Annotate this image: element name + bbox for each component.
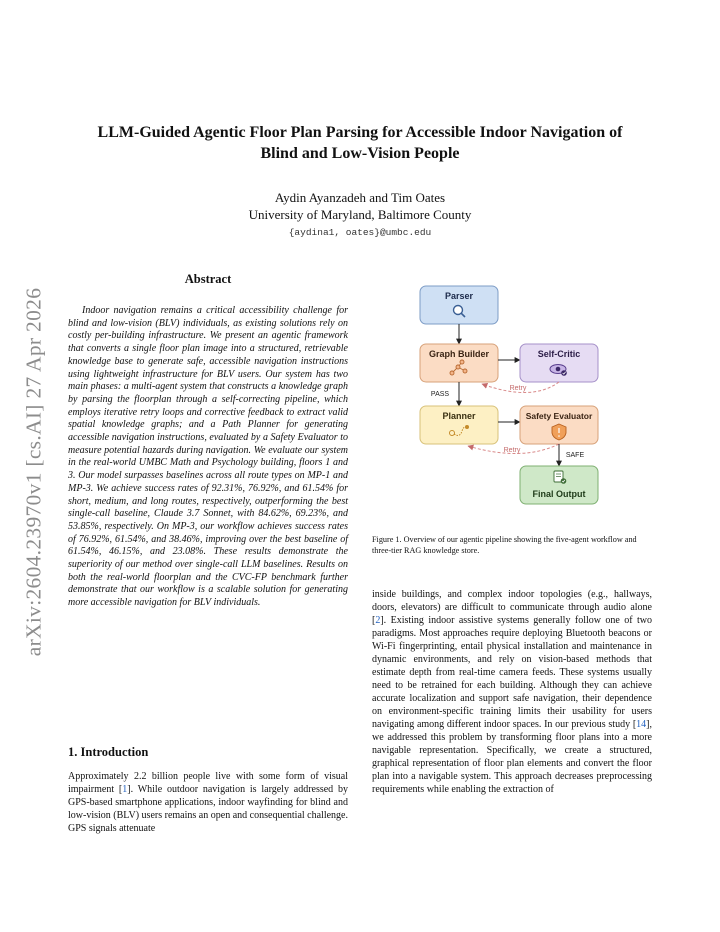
node-label-self-critic: Self-Critic: [537, 349, 581, 359]
intro-paragraph: Approximately 2.2 billion people live with some form of visual impairment [1]. While outdoor navigation is largely addressed by GPS-based smartphone applications, indoor wayfinding for blind and low-vision (BLV) users remains an open and consequential challenge. GPS signals attenuate: [68, 771, 348, 834]
arxiv-identifier: arXiv:2604.23970v1 [cs.AI] 27 Apr 2026: [21, 287, 46, 657]
section-heading-introduction: 1. Introduction: [68, 745, 149, 759]
node-label-safety-evaluator: Safety Evaluator: [525, 411, 593, 421]
abstract-body: [68, 305, 348, 610]
node-label-parser: Parser: [444, 291, 474, 301]
intro-paragraph-continued: inside buildings, and complex indoor topologies (e.g., hallways, doors, elevators) are difficult to communicate through audio alone [2]. Existing indoor assistive systems generally follow one of two paradigms. Most approaches require deploying Bluetooth beacons or Wi-Fi fingerprinting, entail physical installation and maintenance in dynamic environments, and rely on vision-based methods that estimate depth from real-time camera feeds. These systems usually need to be retrained for each building. Although they can achieve accurate localization and support safe navigation, their dependence on environment-specific training limits their usability for users navigating among different indoor spaces. In our previous study [14], we addressed this problem by transforming floor plans into a more navigable representation. Specifically, we create a structured, graphical representation of floor plan elements and convert the floor plan into a navigable system. This approach decreases preprocessing requirements while enabling the extraction of: [372, 589, 652, 795]
node-final-output: [520, 466, 598, 504]
node-self-critic: [520, 344, 598, 382]
author-block: [70, 190, 650, 223]
authors: Aydin Ayanzadeh and Tim Oates: [274, 190, 446, 205]
node-label-graph-builder: Graph Builder: [428, 349, 490, 359]
edge-label-retry-1: Retry: [509, 385, 527, 392]
pipeline-diagram: [412, 278, 616, 514]
node-label-planner: Planner: [442, 411, 476, 421]
abstract-text: Indoor navigation remains a critical accessibility challenge for blind and low-vision (BLV) individuals, as existing solutions rely on costly per-building infrastructure. We present an agentic framework that converts a single floor plan image into a structured, retrievable knowledge base to generate safe, accessible navigation instructions using lightweight infrastructure for BLV users. Our system has two main phases: a multi-agent system that constructs a knowledge graph by parsing the floorplan through a self-correcting pipeline, which employs iterative retry loops and corrective feedback to extract valid spatial knowledge graphs; and a Path Planner for generating accessible navigation instructions, evaluated by a Safety Evaluator to measure potential hazards during navigation. We evaluate our system in the real-world UMBC Math and Psychology building, floors 1 and 3. Our model surpasses baselines across all route types on MP-1 and MP-3. We achieve success rates of 92.31%, 76.92%, and 61.54% for short, medium, and long routes, respectively, outperforming the best single-call baseline, Claude 3.7 Sonnet, with 84.62%, 69.23%, and 53.85%, respectively. On MP-3, our workflow achieves success rates of 76.92%, 61.54%, and 38.46%, improving over the best baseline of 61.54%, 46.15%, and 23.08%. These results demonstrate the superiority of our method over single-call LLM baselines. Results on both the real-world floorplan and the CVC-FP benchmark further demonstrate that our workflow is a scalable solution for generating more accessible navigation for BLV individuals.: [68, 305, 348, 609]
citation-link[interactable]: 1: [122, 784, 128, 795]
email: {aydina1, oates}@umbc.edu: [288, 227, 432, 238]
node-planner: [420, 406, 498, 444]
abstract-heading: Abstract: [184, 272, 232, 286]
shield-warning-icon: [552, 424, 566, 440]
node-parser: [420, 286, 498, 324]
figure-caption: Figure 1. Overview of our agentic pipeline showing the five-agent workflow and three-tier RAG knowledge store.: [372, 535, 637, 555]
affiliation: University of Maryland, Baltimore County: [248, 206, 472, 222]
node-safety-evaluator: [520, 406, 598, 444]
intro-left-column: [68, 770, 348, 835]
citation-link[interactable]: 2: [375, 615, 381, 626]
node-label-final-output: Final Output: [532, 489, 586, 499]
edge-label-safe: SAFE: [565, 452, 585, 459]
intro-right-column: [372, 588, 652, 796]
paper-title: LLM-Guided Agentic Floor Plan Parsing for Accessible Indoor Navigation of Blind and Low-Vision People: [97, 124, 623, 162]
edge-label-pass: PASS: [430, 391, 450, 398]
edge-label-retry-2: Retry: [503, 447, 521, 454]
pipeline-figure: [412, 278, 616, 514]
citation-link[interactable]: 14: [636, 719, 647, 730]
node-graph-builder: [420, 344, 498, 382]
